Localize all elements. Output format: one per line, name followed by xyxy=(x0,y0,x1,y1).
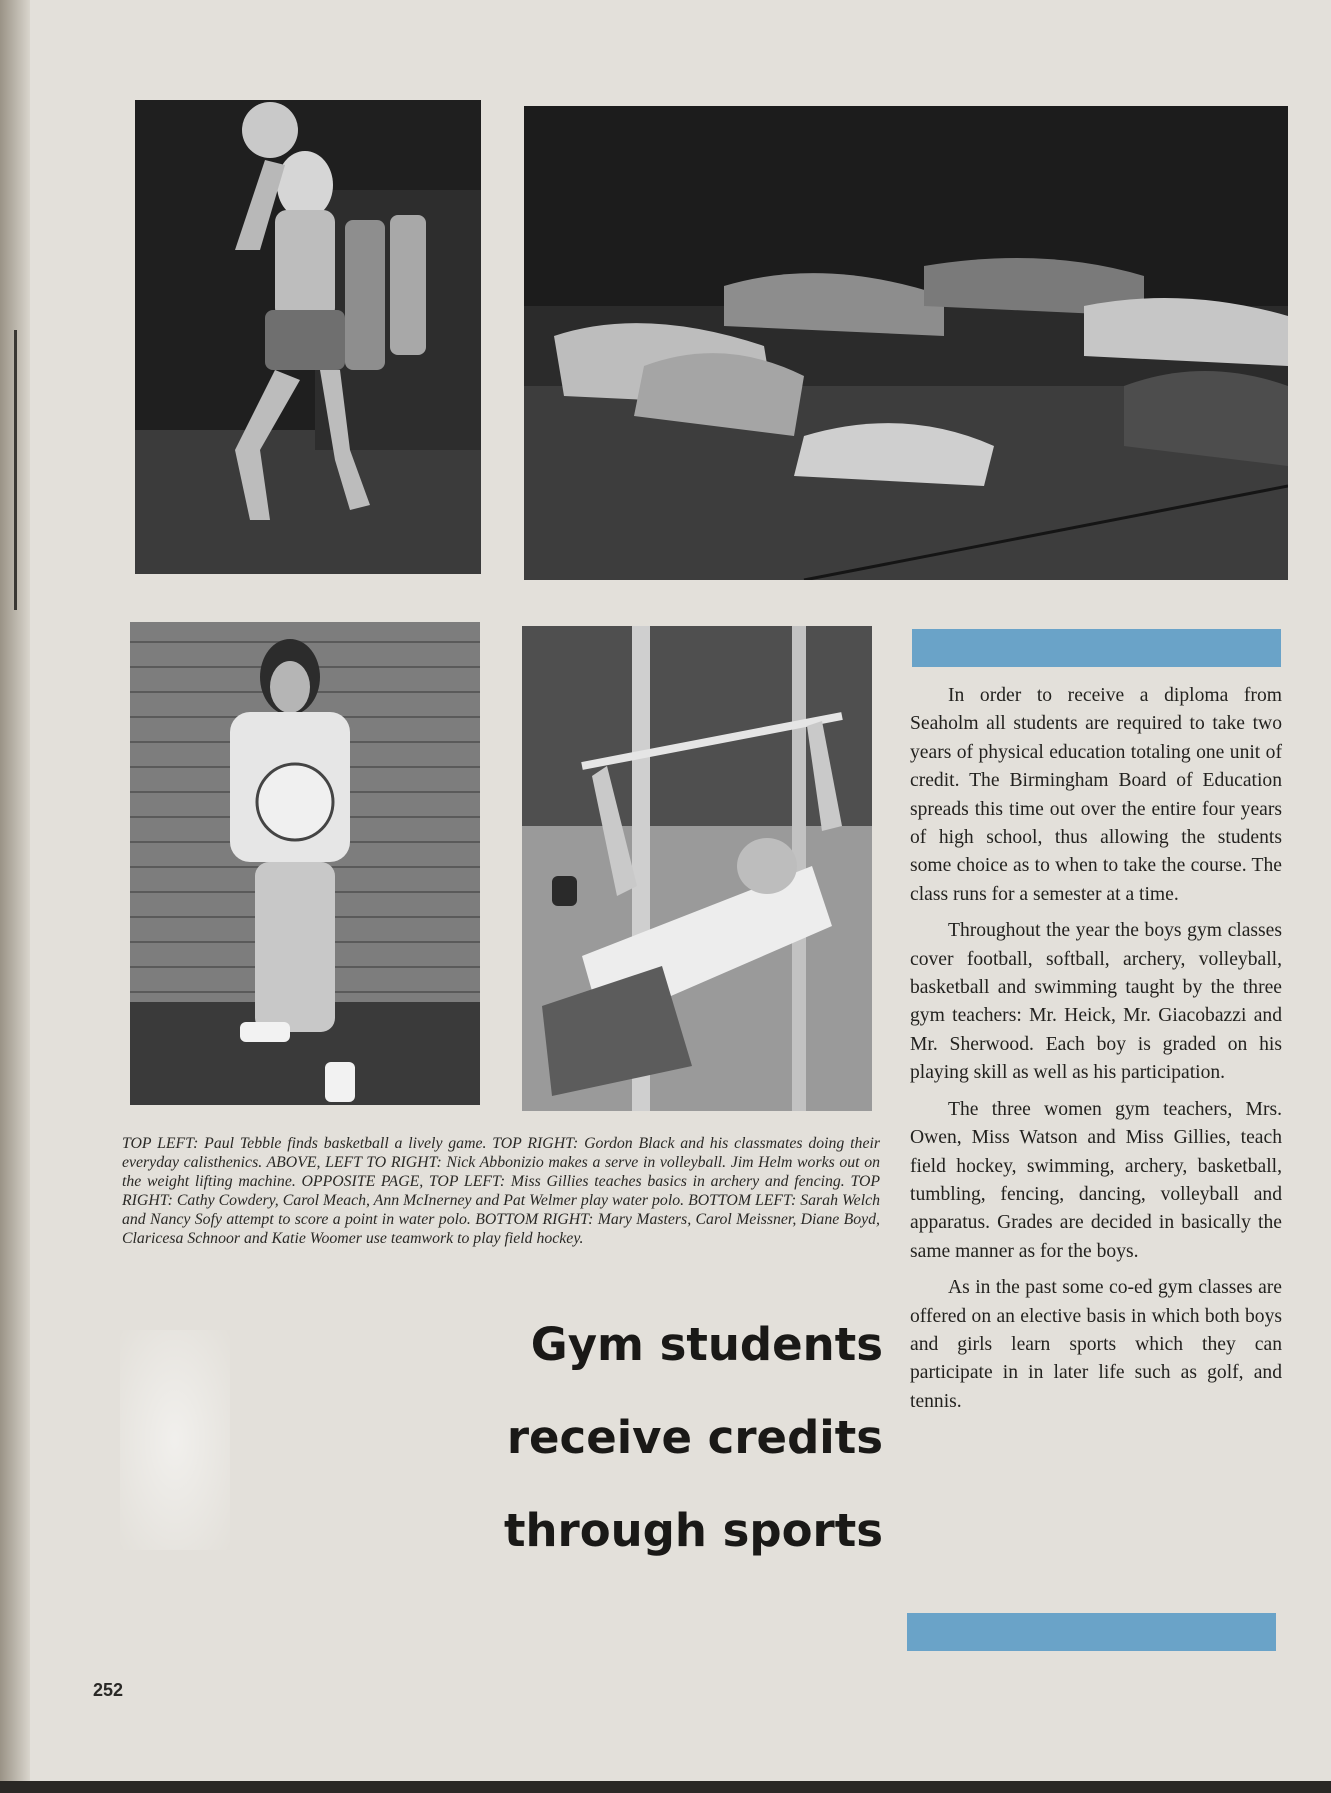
photo-calisthenics-class xyxy=(524,106,1288,580)
headline-line-2: receive credits xyxy=(506,1411,883,1464)
page-edge-shadow xyxy=(0,0,30,1793)
light-glare xyxy=(120,1330,230,1550)
binding-mark xyxy=(14,330,17,610)
headline-line-1: Gym students xyxy=(530,1318,883,1371)
photo-volleyball-serve xyxy=(130,622,480,1105)
page-bottom-edge xyxy=(0,1781,1331,1793)
photo-basketball-player xyxy=(135,100,481,574)
body-paragraph-2: Throughout the year the boys gym classes cover football, softball, archery, volleyball, basketball and swimming taught by the three gym teachers: Mr. Heick, Mr. Giacobazzi and Mr. Sherwood. Each boy is graded on his playing skill as well as his participation. xyxy=(910,920,1282,1084)
body-paragraph-3: The three women gym teachers, Mrs. Owen, Miss Watson and Miss Gillies, teach field hockey, swimming, archery, basketball, tumbling, fencing, dancing, volleyball and apparatus. Grades are decided in basically the same manner as for the boys. xyxy=(910,1098,1282,1262)
photo-caption: TOP LEFT: Paul Tebble finds basketball a lively game. TOP RIGHT: Gordon Black and his classmates doing their everyday calisthenics. ABOVE, LEFT TO RIGHT: Nick Abbonizio makes a serve in volleyball. Jim Helm works out on the weight lifting machine. OPPOSITE PAGE, TOP LEFT: Miss Gillies teaches basics in archery and fencing. TOP RIGHT: Cathy Cowdery, Carol Meach, Ann McInerney and Pat Welmer play water polo. BOTTOM LEFT: Sarah Welch and Nancy Sofy attempt to score a point in water polo. BOTTOM RIGHT: Mary Masters, Carol Meissner, Diane Boyd, Claricesa Schnoor and Katie Woomer use teamwork to play field hockey. xyxy=(122,1135,880,1247)
photo-weight-lifting xyxy=(522,626,872,1111)
body-paragraph-4: As in the past some co-ed gym classes are offered on an elective basis in which both boys and girls learn sports which they can participate in in later life such as golf, and tennis. xyxy=(910,1277,1282,1412)
accent-bar-bottom xyxy=(907,1613,1276,1651)
headline xyxy=(500,1298,883,1577)
page-number: 252 xyxy=(93,1680,124,1700)
headline-line-3: through sports xyxy=(503,1504,883,1557)
body-paragraph-1: In order to receive a diploma from Seaholm all students are required to take two years of physical education totaling one unit of credit. The Birmingham Board of Education spreads this time out over the entire four years of high school, thus allowing the students some choice as to when to take the course. The class runs for a semester at a time. xyxy=(910,685,1282,905)
article-body xyxy=(910,682,1282,1424)
accent-bar-top xyxy=(912,629,1281,667)
